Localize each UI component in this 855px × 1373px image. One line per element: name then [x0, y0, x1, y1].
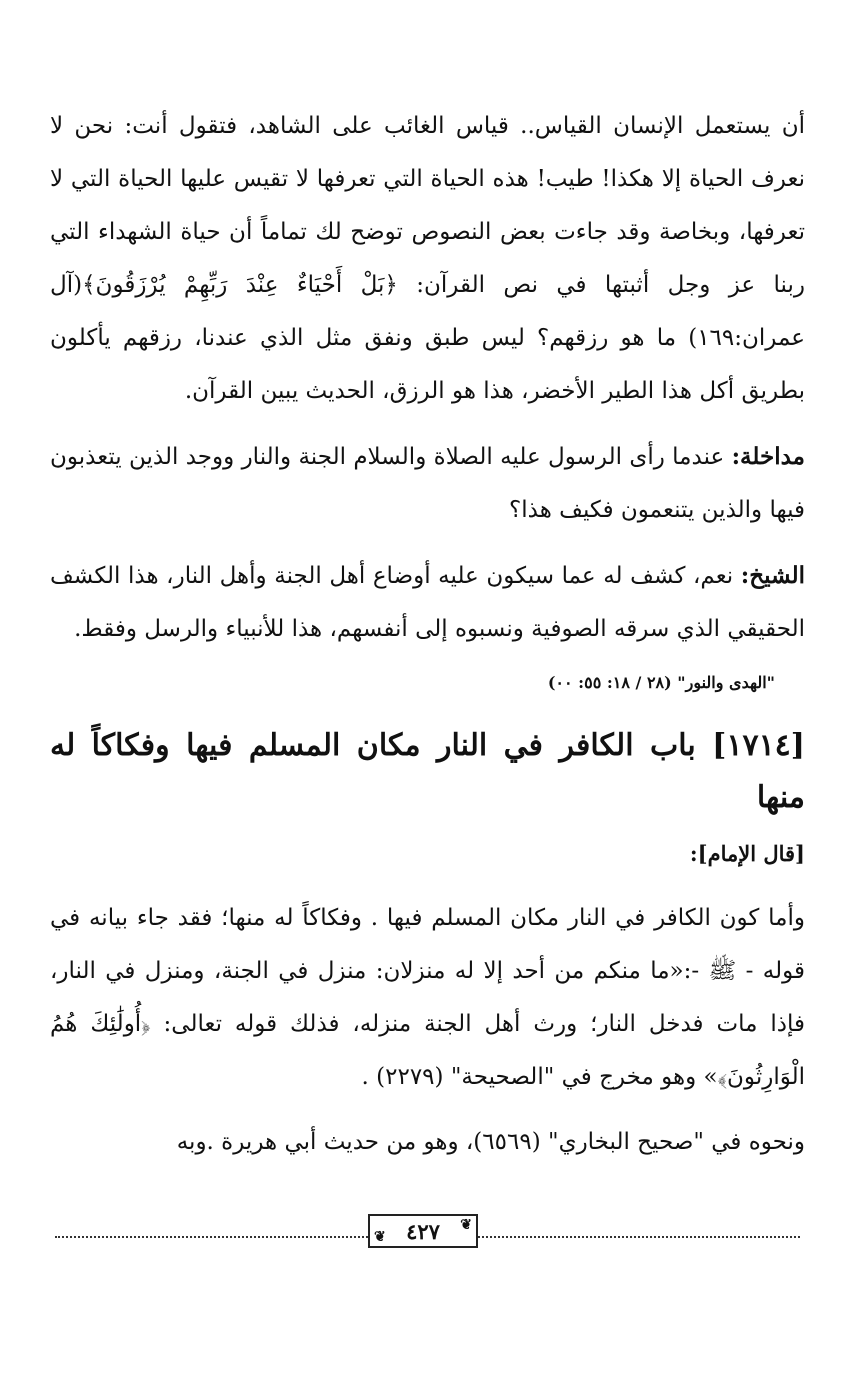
intervention-text: عندما رأى الرسول عليه الصلاة والسلام الجنة والنار ووجد الذين يتعذبون فيها والذين يتنعمون فكيف هذا؟	[50, 444, 805, 523]
intervention-paragraph	[50, 430, 805, 537]
page-footer	[55, 1210, 800, 1250]
body-paragraph: وأما كون الكافر في النار مكان المسلم فيها . وفكاكاً له منها؛ فقد جاء بيانه في قوله - ﷺ -:«ما منكم من أحد إلا له منزلان: منزل في الجنة، ومنزل في النار، فإذا مات فدخل النار؛ ورث أهل الجنة منزله، فذلك قوله تعالى: ﴿أُولَٰئِكَ هُمُ الْوَارِثُونَ﴾» وهو مخرج في "الصحيحة" (٢٢٧٩) .	[50, 905, 805, 1090]
page-body	[50, 100, 805, 1181]
page-number-box	[368, 1214, 478, 1248]
ornament-icon: ❦	[460, 1217, 472, 1233]
sheikh-paragraph	[50, 549, 805, 656]
speaker-label: الشيخ:	[740, 562, 805, 589]
ornament-icon: ❦	[374, 1229, 386, 1245]
body-paragraph: ونحوه في "صحيح البخاري" (٦٥٦٩)، وهو من حديث أبي هريرة .وبه	[176, 1129, 805, 1155]
source-reference: "الهدى والنور" (٢٨ / ١٨: ٥٥: ٠٠)	[547, 673, 775, 692]
sheikh-text: نعم، كشف له عما سيكون عليه أوضاع أهل الجنة وأهل النار، هذا الكشف الحقيقي الذي سرقه الصوفية ونسبوه إلى أنفسهم، هذا للأنبياء والرسل وفقط.	[50, 563, 805, 642]
speaker-label: مداخلة:	[731, 443, 805, 470]
page-number: ٤٢٧	[406, 1218, 440, 1244]
body-paragraph: أن يستعمل الإنسان القياس.. قياس الغائب على الشاهد، فتقول أنت: نحن لا نعرف الحياة إلا هكذا! طيب! هذه الحياة التي تعرفها لا تقيس عليها الحياة التي لا تعرفها، وبخاصة وقد جاءت بعض النصوص توضح لك تماماً أن حياة الشهداء التي ربنا عز وجل أثبتها في نص القرآن: ﴿بَلْ أَحْيَاءٌ عِنْدَ رَبِّهِمْ يُرْزَقُونَ﴾(آل عمران:١٦٩) ما هو رزقهم؟ ليس طبق ونفق مثل الذي عندنا، رزقهم يأكلون بطريق أكل هذا الطير الأخضر، هذا هو الرزق، الحديث يبين القرآن.	[50, 113, 805, 404]
chapter-heading: [١٧١٤] باب الكافر في النار مكان المسلم فيها وفكاكاً له منها	[50, 728, 805, 815]
section-subheading: [قال الإمام]:	[689, 841, 805, 866]
